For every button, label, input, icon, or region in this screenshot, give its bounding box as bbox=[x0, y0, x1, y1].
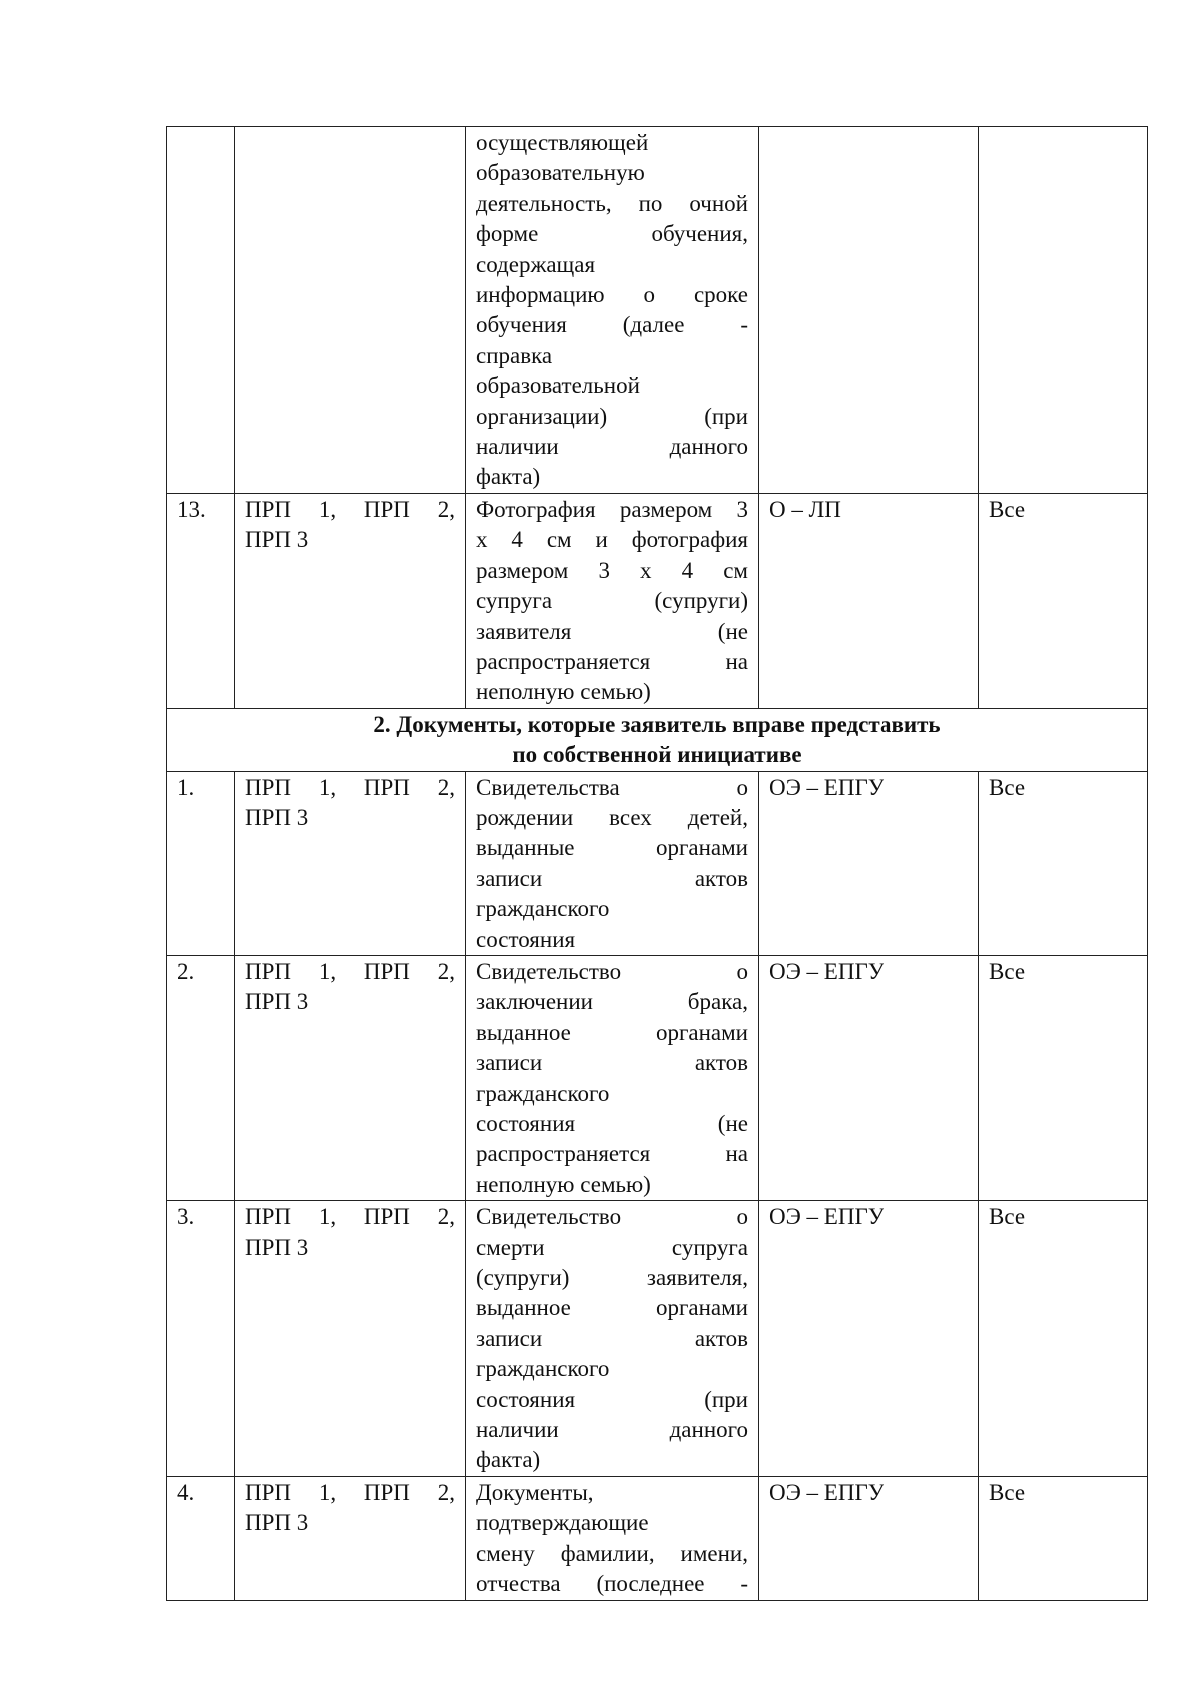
description-line: неполную семью) bbox=[476, 679, 651, 705]
description-line: состояния (не bbox=[476, 1111, 748, 1136]
document-description-cell bbox=[466, 493, 759, 708]
programs-cell bbox=[235, 955, 466, 1200]
description-line: форме обучения, bbox=[476, 221, 748, 247]
applicant-category-cell-text: Все bbox=[989, 1479, 1026, 1505]
description-line: размером 3 х 4 см bbox=[476, 557, 748, 583]
applicant-category-cell bbox=[979, 1201, 1148, 1477]
document-description-cell bbox=[466, 127, 759, 494]
description-line: заявителя (не bbox=[476, 618, 748, 644]
row-number-cell bbox=[167, 1476, 235, 1600]
description-line: (супруги) заявителя, bbox=[476, 1265, 748, 1291]
description-line: смену фамилии, имени, bbox=[476, 1540, 748, 1566]
submission-form-cell bbox=[759, 493, 979, 708]
programs-line: ПРП 1, ПРП 2, bbox=[245, 496, 455, 522]
row-number-cell bbox=[167, 1201, 235, 1477]
description-line: супруга (супруги) bbox=[476, 588, 748, 614]
programs-cell bbox=[235, 493, 466, 708]
submission-form-cell bbox=[759, 771, 979, 955]
programs-line: ПРП 3 bbox=[245, 804, 309, 830]
table-row bbox=[167, 771, 1148, 955]
applicant-category-cell bbox=[979, 493, 1148, 708]
description-line: гражданского bbox=[476, 1080, 610, 1106]
description-line: распространяется на bbox=[476, 1141, 748, 1167]
row-number-cell-text: 2. bbox=[177, 958, 195, 984]
applicant-category-cell bbox=[979, 955, 1148, 1200]
description-line: состояния (при bbox=[476, 1386, 748, 1412]
description-line: записи актов bbox=[476, 1050, 748, 1076]
row-number-cell bbox=[167, 127, 235, 494]
description-line: наличии данного bbox=[476, 1417, 748, 1443]
section-heading-line: 2. Документы, которые заявитель вправе представить bbox=[373, 711, 941, 737]
description-line: распространяется на bbox=[476, 648, 748, 674]
section-heading-row bbox=[167, 708, 1148, 771]
description-line: состояния bbox=[476, 926, 576, 952]
description-line: информацию о сроке bbox=[476, 282, 748, 308]
document-description-cell bbox=[466, 1201, 759, 1477]
table-row bbox=[167, 1201, 1148, 1477]
document-description-cell bbox=[466, 771, 759, 955]
applicant-category-cell-text: Все bbox=[989, 774, 1026, 800]
section-heading-line: по собственной инициативе bbox=[512, 742, 802, 768]
applicant-category-cell bbox=[979, 127, 1148, 494]
section-heading bbox=[167, 708, 1148, 771]
table-row bbox=[167, 955, 1148, 1200]
programs-line: ПРП 3 bbox=[245, 1234, 309, 1260]
description-line: заключении брака, bbox=[476, 989, 748, 1015]
programs-cell bbox=[235, 1476, 466, 1600]
row-number-cell bbox=[167, 771, 235, 955]
applicant-category-cell-text: Все bbox=[989, 496, 1026, 522]
programs-line: ПРП 1, ПРП 2, bbox=[245, 1204, 455, 1230]
document-description-cell bbox=[466, 955, 759, 1200]
description-line: х 4 см и фотография bbox=[476, 527, 748, 553]
documents-table-body bbox=[167, 127, 1148, 1601]
submission-form-cell-text: ОЭ – ЕПГУ bbox=[769, 774, 885, 800]
programs-line: ПРП 1, ПРП 2, bbox=[245, 1479, 455, 1505]
submission-form-cell bbox=[759, 1476, 979, 1600]
document-description-cell bbox=[466, 1476, 759, 1600]
table-row bbox=[167, 1476, 1148, 1600]
description-line: образовательной bbox=[476, 373, 640, 399]
row-number-cell bbox=[167, 493, 235, 708]
description-line: образовательную bbox=[476, 160, 645, 186]
applicant-category-cell bbox=[979, 1476, 1148, 1600]
description-line: рождении всех детей, bbox=[476, 804, 748, 830]
description-line: выданное органами bbox=[476, 1019, 748, 1045]
description-line: Фотография размером 3 bbox=[476, 496, 748, 522]
description-line: Документы, bbox=[476, 1479, 594, 1505]
description-line: гражданского bbox=[476, 1356, 610, 1382]
description-line: Свидетельство о bbox=[476, 1204, 748, 1230]
programs-line: ПРП 1, ПРП 2, bbox=[245, 958, 455, 984]
row-number-cell-text: 3. bbox=[177, 1204, 195, 1230]
description-line: записи актов bbox=[476, 1325, 748, 1351]
documents-table bbox=[166, 126, 1148, 1601]
description-line: наличии данного bbox=[476, 434, 748, 460]
description-line: подтверждающие bbox=[476, 1510, 649, 1536]
row-number-cell-text: 1. bbox=[177, 774, 195, 800]
description-line: справка bbox=[476, 342, 553, 368]
programs-cell bbox=[235, 771, 466, 955]
applicant-category-cell-text: Все bbox=[989, 958, 1026, 984]
submission-form-cell bbox=[759, 127, 979, 494]
submission-form-cell-text: ОЭ – ЕПГУ bbox=[769, 1479, 885, 1505]
description-line: гражданского bbox=[476, 896, 610, 922]
submission-form-cell-text: ОЭ – ЕПГУ bbox=[769, 1204, 885, 1230]
description-line: записи актов bbox=[476, 865, 748, 891]
programs-line: ПРП 1, ПРП 2, bbox=[245, 774, 455, 800]
description-line: смерти супруга bbox=[476, 1234, 748, 1260]
row-number-cell-text: 13. bbox=[177, 496, 206, 522]
description-line: неполную семью) bbox=[476, 1171, 651, 1197]
applicant-category-cell-text: Все bbox=[989, 1204, 1026, 1230]
description-line: факта) bbox=[476, 464, 541, 490]
description-line: деятельность, по очной bbox=[476, 190, 748, 216]
description-line: организации) (при bbox=[476, 403, 748, 429]
row-number-cell-text: 4. bbox=[177, 1479, 195, 1505]
description-line: обучения (далее - bbox=[476, 312, 748, 338]
submission-form-cell bbox=[759, 1201, 979, 1477]
description-line: отчества (последнее - bbox=[476, 1571, 748, 1597]
applicant-category-cell bbox=[979, 771, 1148, 955]
programs-line: ПРП 3 bbox=[245, 527, 309, 553]
submission-form-cell-text: ОЭ – ЕПГУ bbox=[769, 958, 885, 984]
description-line: выданное органами bbox=[476, 1295, 748, 1321]
description-line: содержащая bbox=[476, 251, 596, 277]
submission-form-cell-text: О – ЛП bbox=[769, 496, 841, 522]
description-line: Свидетельства о bbox=[476, 774, 748, 800]
table-row bbox=[167, 127, 1148, 494]
row-number-cell bbox=[167, 955, 235, 1200]
programs-line: ПРП 3 bbox=[245, 1510, 309, 1536]
description-line: осуществляющей bbox=[476, 130, 649, 155]
programs-line: ПРП 3 bbox=[245, 989, 309, 1015]
submission-form-cell bbox=[759, 955, 979, 1200]
description-line: Свидетельство о bbox=[476, 958, 748, 984]
programs-cell bbox=[235, 1201, 466, 1477]
table-row bbox=[167, 493, 1148, 708]
description-line: факта) bbox=[476, 1447, 541, 1473]
programs-cell bbox=[235, 127, 466, 494]
description-line: выданные органами bbox=[476, 835, 748, 861]
